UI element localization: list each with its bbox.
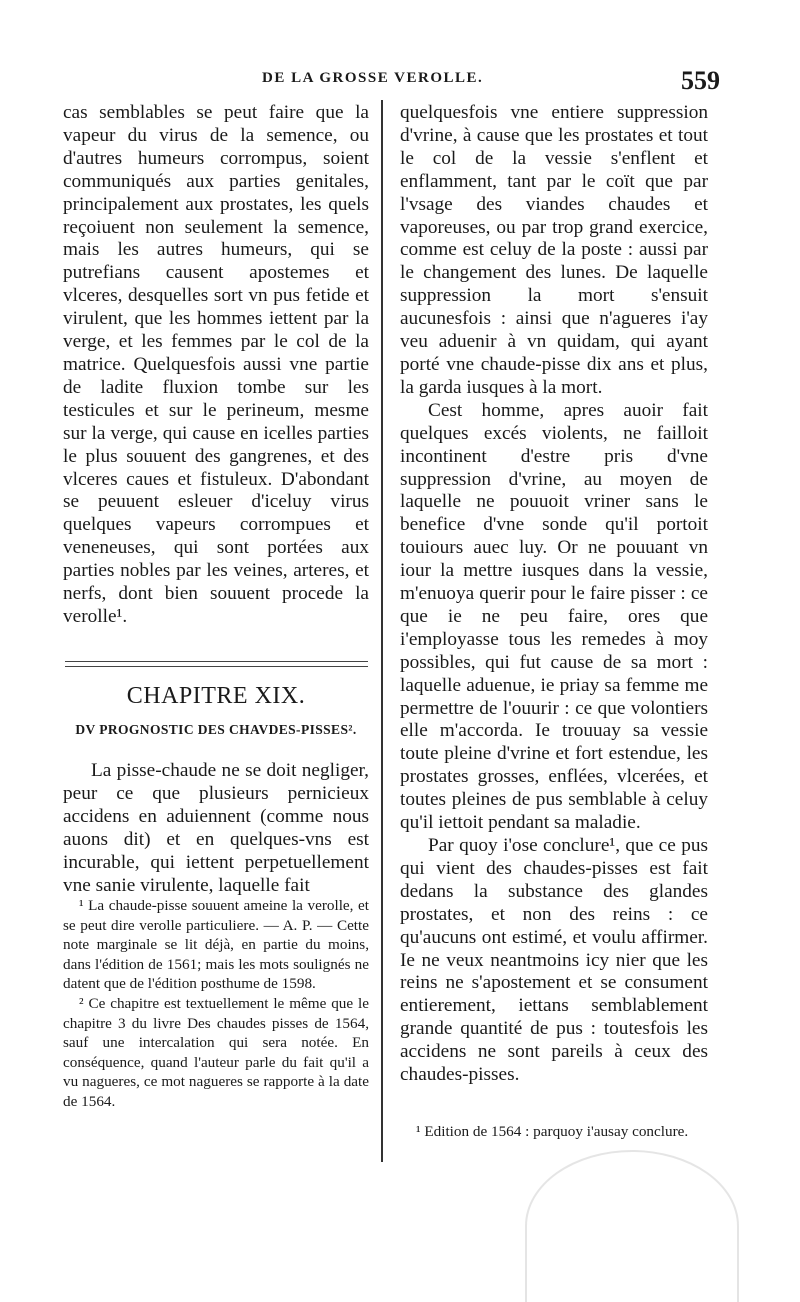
chapter-subtitle: DV PROGNOSTIC DES CHAVDES-PISSES². <box>75 722 357 737</box>
left-column <box>63 102 369 629</box>
right-footnotes <box>400 1122 708 1142</box>
right-column <box>400 102 708 1087</box>
footnote-2: ² Ce chapitre est textuellement le même que le chapitre 3 du livre Des chaudes pisses de 1564, sauf une intercalation qui sera notée. En conséquence, quand l'auteur parle du fait qu'il a vu nagueres, ce mot nagueres se rapporte à la date de 1564. <box>63 994 369 1110</box>
page-number: 559 <box>681 66 720 95</box>
running-head: DE LA GROSSE VEROLLE. <box>262 70 484 86</box>
footnote-right-1: ¹ Edition de 1564 : parquoy i'ausay conclure. <box>416 1123 689 1140</box>
library-stamp <box>525 1150 739 1302</box>
column-divider <box>381 100 383 1162</box>
left-paragraph-1 <box>63 102 369 629</box>
right-paragraph-1: quelquesfois vne entiere suppression d'vrine, à cause que les prostates et tout le col de la vessie s'enflent et enflamment, tant par le coït que par l'vsage des viandes chaudes et vaporeuses, ou par trop grand exercice, comme est celuy de la poste : aussi par le changement des lunes. De laquelle suppression la mort s'ensuit aucunesfois : ainsi que n'agueres i'ay veu aduenir à vn quidam, qui ayant porté vne chaude-pisse dix ans et plus, la garda iusques à la mort. <box>400 102 708 398</box>
left-paragraph-1-text: cas semblables se peut faire que la vapeur du virus de la semence, ou d'autres humeurs corrompus, soient communiqués aux parties genitales, principalement aux prostates, les quels reçoiuent non seulement la semence, mais les autres humeurs, qui se putrefians causent apostemes et vlceres, desquelles sort vn pus fetide et virulent, que les hommes iettent par la verge, et les femmes par le col de la matrice. Quelquesfois aussi vne partie de ladite fluxion tombe sur les testicules et sur le perineum, mesme sur la verge, qui cause en icelles parties le plus souuent des gangrenes, et des vlceres caues et fistuleux. D'abondant se peuuent esleuer d'iceluy virus quelques vapeurs corrompues et veneneuses, qui sont portées aux parties nobles par les veines, arteres, et nerfs, dont bien souuent procede la verolle <box>63 102 369 627</box>
chapter-title: CHAPITRE XIX. <box>126 683 306 709</box>
left-column-lower <box>63 760 369 897</box>
right-paragraph-3: Par quoy i'ose conclure¹, que ce pus qui vient des chaudes-pisses est fait dedans la substance des glandes prostates, et non des reins : ce qu'aucuns ont estimé, et voulu affirmer. Ie ne veux neantmoins icy nier que les reins ne s'apostement et se consument entierement, iettans semblablement grande quantité de pus : toutesfois les accidens ne sont pareils à ceux des chaudes-pisses. <box>400 835 708 1086</box>
footnote-1: ¹ La chaude-pisse souuent ameine la verolle, et se peut dire verolle particuliere. — A. P. — Cette note marginale se lit déjà, en partie du moins, dans l'édition de 1561; mais les mots soulignés ne datent que de l'édition posthume de 1598. <box>63 897 369 993</box>
left-footnotes <box>63 896 369 1112</box>
right-paragraph-2: Cest homme, apres auoir fait quelques excés violents, ne failloit incontinent d'estre pris d'vne suppression d'vrine, au moyen de laquelle ne pouuoit vriner sans le benefice d'vne sonde qu'il portoit touiours auec luy. Or ne pouuant vn iour la mettre iusques dans la vessie, m'enuoya querir pour le faire pisser : ce que ie ne peu faire, ores que i'employasse tous les remedes à moy possibles, qui fut cause de sa mort : laquelle aduenue, ie priay sa femme me permettre de l'ouurir : ce que volontiers elle m'accorda. Ie trouuay sa vessie toute pleine d'vrine et fort estendue, les prostates grosses, enflées, vlcerées, et toutes pleines de pus semblable à celuy qu'il iettoit pendant sa maladie. <box>400 399 708 834</box>
left-paragraph-2: La pisse-chaude ne se doit negliger, peur ce que plusieurs pernicieux accidens en aduiennent (comme nous auons dit) et en quelques-vns est incurable, qui iettent perpetuellement vne sanie virulente, laquelle fait <box>63 760 369 896</box>
footnote-ref: ¹. <box>116 605 128 627</box>
section-separator <box>65 661 368 667</box>
